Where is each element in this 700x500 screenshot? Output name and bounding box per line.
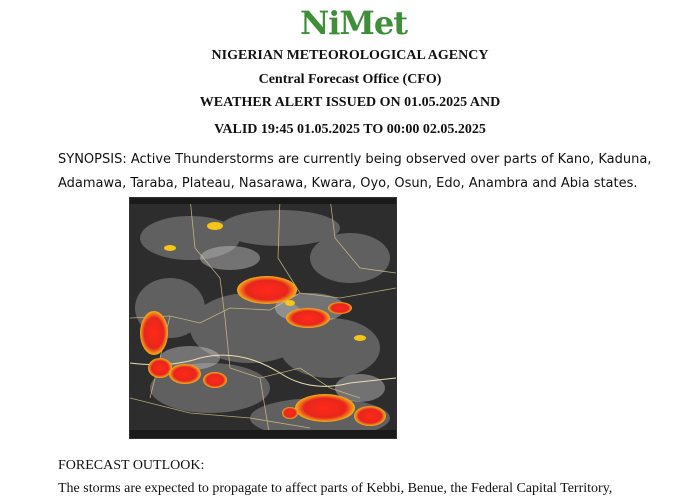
- forecast-heading: FORECAST OUTLOOK:: [58, 458, 205, 473]
- valid-period-line: VALID 19:45 01.05.2025 TO 00:00 02.05.2025: [214, 122, 486, 137]
- forecast-line-1: The storms are expected to propagate to affect parts of Kebbi, Benue, the Federal Capital Territory,: [58, 481, 613, 496]
- office-name: Central Forecast Office (CFO): [258, 72, 442, 87]
- synopsis-line-1: SYNOPSIS: Active Thunderstorms are currently being observed over parts of Kano, Kaduna,: [58, 152, 652, 167]
- satellite-image: [129, 197, 397, 439]
- synopsis-line-2: Adamawa, Taraba, Plateau, Nasarawa, Kwara, Oyo, Osun, Edo, Anambra and Abia states.: [58, 176, 638, 191]
- agency-name: NIGERIAN METEOROLOGICAL AGENCY: [211, 48, 489, 63]
- logo-text: NiMet: [300, 4, 407, 42]
- nimet-logo: [300, 4, 420, 44]
- synopsis: [58, 148, 678, 196]
- alert-issued-line: WEATHER ALERT ISSUED ON 01.05.2025 AND: [199, 95, 501, 110]
- satellite-map-graphic: [130, 198, 396, 438]
